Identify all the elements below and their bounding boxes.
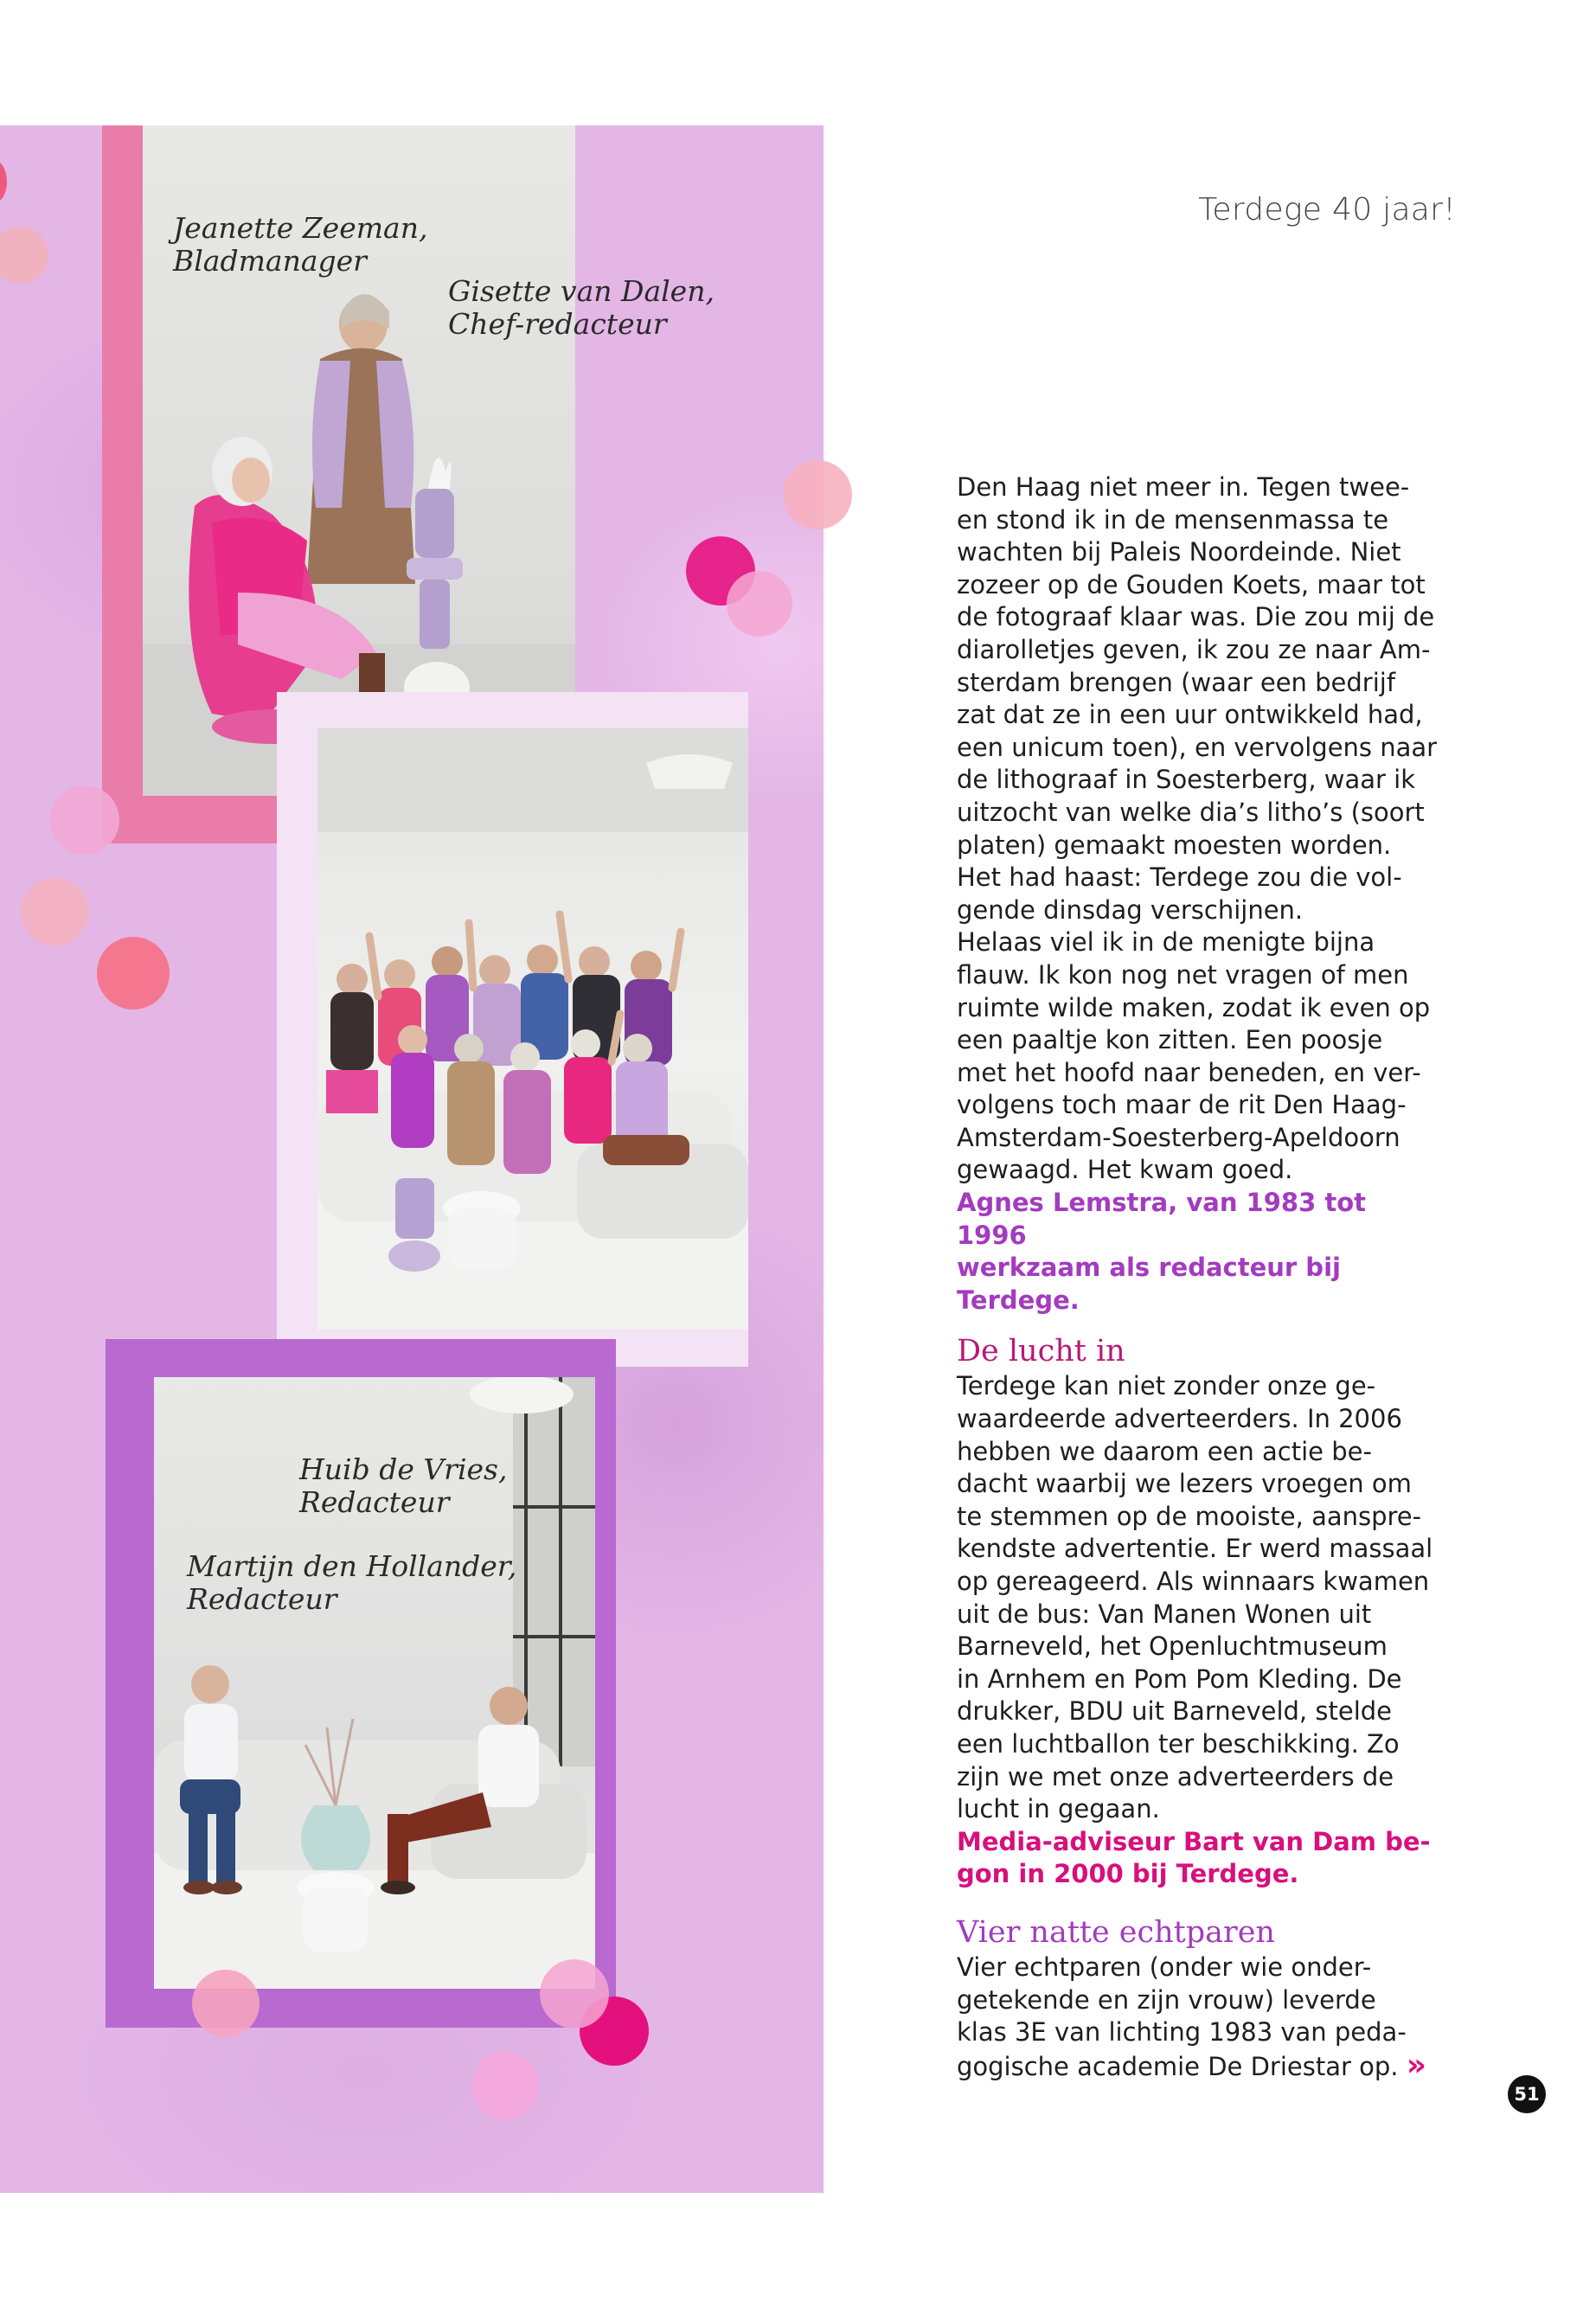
- decorative-circle: [727, 571, 792, 637]
- photo2-illustration: [317, 728, 748, 1330]
- page-number-badge: 51: [1508, 2075, 1546, 2113]
- decorative-circle: [471, 2052, 539, 2119]
- photo-team-group: [317, 728, 748, 1330]
- caption-jeanette-zeeman: Jeanette Zeeman, Bladmanager: [173, 211, 428, 278]
- article-paragraph-1: Den Haag niet meer in. Tegen twee- en stond ik in de mensenmassa te wachten bij Paleis Noordeinde. Niet zozeer op de Gouden Koets, maar tot de fotograaf klaar was. Die zou mij de diarolletjes geven, ik zou ze naar Am- sterdam brengen (waar een bedrijf zat dat ze in een uur ontwikkeld had, een unicum toen), en vervolgens naar de lithograaf in Soesterberg, waar ik uitzocht van welke dia’s litho’s (soort platen) gemaakt moesten worden. Het had haast: Terdege zou die vol- gende dinsdag verschijnen. Helaas viel ik in de menigte bijna flauw. Ik kon nog net vragen of men ruimte wilde maken, zodat ik even op een paaltje kon zitten. Een poosje met het hoofd naar beneden, en ver- volgens toch maar de rit Den Haag- Amsterdam-Soesterberg-Apeldoorn gewaagd. Het kwam goed.: [957, 472, 1438, 1185]
- decorative-circle: [50, 785, 119, 855]
- decorative-circle: [783, 460, 852, 529]
- decorative-circle: [97, 937, 170, 1009]
- caption-martijn-den-hollander: Martijn den Hollander, Redacteur: [187, 1549, 517, 1616]
- article-paragraph-3: Vier echtparen (onder wie onder- getekende en zijn vrouw) leverde klas 3E van lichting 1983 van peda- gogische academie De Driestar op. »: [957, 1952, 1427, 2083]
- caption-gisette-van-dalen: Gisette van Dalen, Chef-redacteur: [448, 274, 715, 341]
- page-header-title: Terdege 40 jaar!: [1198, 192, 1456, 228]
- section-heading-de-lucht-in: De lucht in: [957, 1334, 1125, 1369]
- article-signature-2: Media-adviseur Bart van Dam be- gon in 2000 bij Terdege.: [957, 1826, 1431, 1889]
- continue-arrow-icon: »: [1406, 2047, 1427, 2083]
- decorative-circle: [192, 1970, 260, 2037]
- article-paragraph-2: Terdege kan niet zonder onze ge- waardeerde adverteerders. In 2006 hebben we daarom een actie be- dacht waarbij we lezers vroegen om te stemmen op de mooiste, aanspre- kendste advertentie. Er werd massaal op gereageerd. Als winnaars kwamen uit de bus: Van Manen Wonen uit Barneveld, het Openluchtmuseum in Arnhem en Pom Pom Kleding. De drukker, BDU uit Barneveld, stelde een luchtballon ter beschikking. Zo zijn we met onze adverteerders de lucht in gegaan.: [957, 1371, 1433, 1824]
- article-column: [957, 471, 1441, 2083]
- caption-huib-de-vries: Huib de Vries, Redacteur: [299, 1452, 508, 1519]
- decorative-circle: [21, 878, 88, 945]
- section-heading-vier-natte-echtparen: Vier natte echtparen: [957, 1914, 1275, 1950]
- article-signature-1: Agnes Lemstra, van 1983 tot 1996 werkzaam als redacteur bij Terdege.: [957, 1188, 1367, 1315]
- decorative-circle: [540, 1959, 609, 2029]
